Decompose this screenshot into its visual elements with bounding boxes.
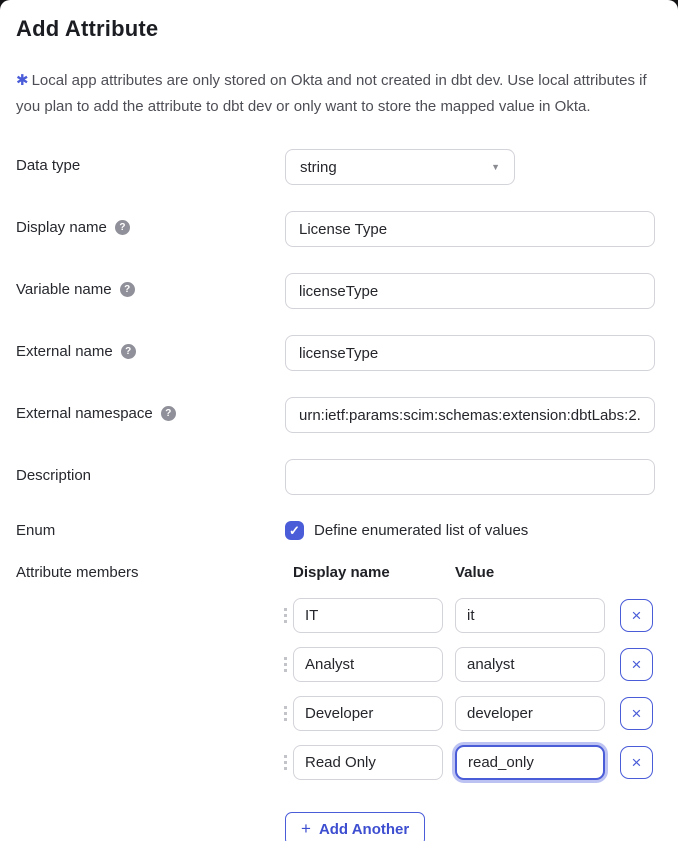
drag-handle-icon[interactable] — [277, 608, 293, 623]
data-type-selected-value: string — [300, 158, 337, 176]
field-row-external-name — [0, 335, 678, 371]
member-display-input[interactable] — [293, 647, 443, 682]
attribute-members-label: Attribute members — [16, 564, 139, 581]
close-icon: × — [631, 753, 642, 772]
member-value-input[interactable] — [455, 598, 605, 633]
add-another-button[interactable] — [285, 812, 425, 841]
attribute-member-row — [277, 647, 678, 682]
member-column-headers — [293, 564, 678, 581]
info-note — [16, 68, 655, 120]
description-input[interactable] — [285, 459, 655, 495]
required-asterisk-icon: ✱ — [16, 72, 29, 89]
field-row-variable-name — [0, 273, 678, 309]
member-value-input-focused[interactable] — [455, 745, 605, 780]
help-icon[interactable]: ? — [121, 344, 136, 359]
checkmark-icon: ✓ — [289, 523, 300, 538]
field-row-display-name — [0, 211, 678, 247]
caret-down-icon: ▼ — [491, 162, 500, 172]
member-value-input[interactable] — [455, 647, 605, 682]
external-namespace-label: External namespace — [16, 405, 153, 422]
field-row-description — [0, 459, 678, 495]
page-title: Add Attribute — [16, 16, 159, 41]
column-header-value: Value — [455, 564, 495, 581]
help-icon[interactable]: ? — [115, 220, 130, 235]
remove-member-button[interactable] — [620, 599, 653, 632]
add-another-label: Add Another — [318, 820, 410, 838]
attribute-member-row — [277, 696, 678, 731]
help-icon[interactable]: ? — [161, 406, 176, 421]
drag-handle-icon[interactable] — [277, 755, 293, 770]
data-type-label: Data type — [16, 157, 81, 174]
member-display-input[interactable] — [293, 598, 443, 633]
remove-member-button[interactable] — [620, 648, 653, 681]
enum-checkbox-label: Define enumerated list of values — [314, 522, 529, 539]
member-value-input[interactable] — [455, 696, 605, 731]
info-note-text: Local app attributes are only stored on Okta and not created in dbt dev. Use local attributes if you plan to add the attribute to dbt dev or only want to store the mapped value in Okta. — [16, 72, 647, 115]
close-icon: × — [631, 704, 642, 723]
column-header-display-name: Display name — [293, 564, 390, 581]
drag-handle-icon[interactable] — [277, 706, 293, 721]
member-display-input[interactable] — [293, 745, 443, 780]
field-row-enum — [0, 521, 678, 540]
plus-icon: + — [301, 819, 311, 838]
display-name-label: Display name — [16, 219, 107, 236]
attribute-member-row — [277, 745, 678, 780]
remove-member-button[interactable] — [620, 746, 653, 779]
field-row-external-namespace — [0, 397, 678, 433]
enum-checkbox[interactable] — [285, 521, 304, 540]
display-name-input[interactable] — [285, 211, 655, 247]
help-icon[interactable]: ? — [120, 282, 135, 297]
attribute-member-row — [277, 598, 678, 633]
member-display-input[interactable] — [293, 696, 443, 731]
remove-member-button[interactable] — [620, 697, 653, 730]
drag-handle-icon[interactable] — [277, 657, 293, 672]
data-type-select[interactable] — [285, 149, 515, 185]
field-row-attribute-members — [0, 564, 678, 841]
external-namespace-input[interactable] — [285, 397, 655, 433]
variable-name-label: Variable name — [16, 281, 112, 298]
external-name-label: External name — [16, 343, 113, 360]
close-icon: × — [631, 606, 642, 625]
external-name-input[interactable] — [285, 335, 655, 371]
field-row-data-type — [0, 149, 678, 185]
description-label: Description — [16, 467, 92, 484]
variable-name-input[interactable] — [285, 273, 655, 309]
close-icon: × — [631, 655, 642, 674]
enum-label: Enum — [16, 522, 56, 539]
